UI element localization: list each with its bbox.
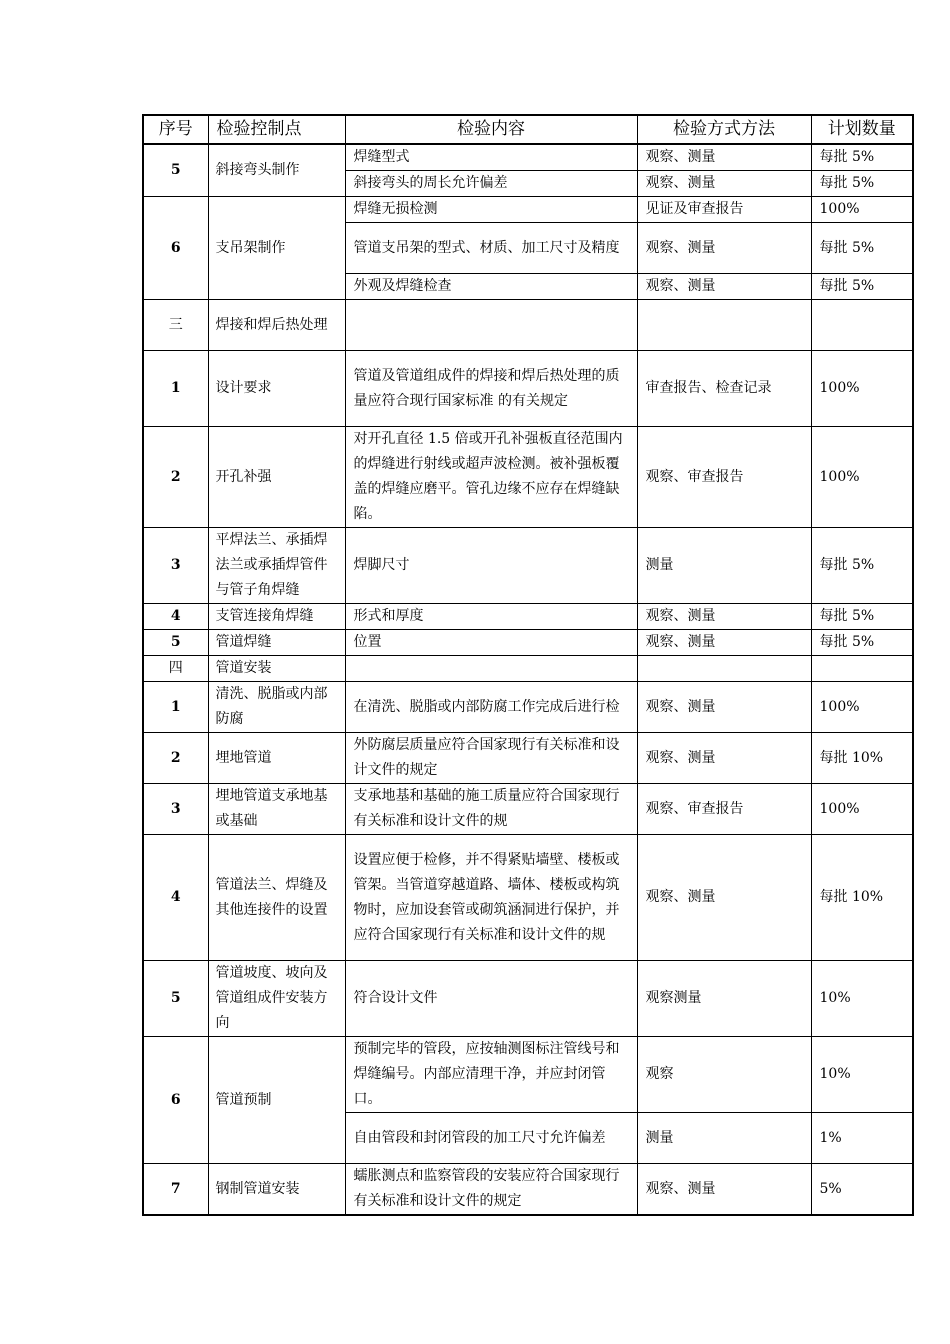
quantity-cell: 1% [811,1113,913,1164]
seq-cell: 4 [143,604,208,630]
table-row [143,427,913,528]
section-number-cell: 四 [143,656,208,682]
method-cell: 观察、测量 [637,1164,811,1216]
content-cell: 焊缝无损检测 [345,197,637,223]
quantity-cell: 100% [811,351,913,427]
content-cell: 在清洗、脱脂或内部防腐工作完成后进行检 [345,682,637,733]
seq-cell: 7 [143,1164,208,1216]
content-cell: 焊脚尺寸 [345,528,637,604]
control-point-cell: 埋地管道支承地基或基础 [208,784,345,835]
content-cell: 外防腐层质量应符合国家现行有关标准和设计文件的规定 [345,733,637,784]
control-point-cell: 钢制管道安装 [208,1164,345,1216]
table-row [143,682,913,733]
header-quantity: 计划数量 [811,115,913,144]
quantity-cell: 100% [811,682,913,733]
table-row [143,784,913,835]
quantity-cell [811,300,913,351]
control-point-cell: 管道坡度、坡向及管道组成件安装方向 [208,961,345,1037]
seq-cell: 5 [143,961,208,1037]
quantity-cell: 每批 5% [811,630,913,656]
method-cell: 观察测量 [637,961,811,1037]
content-cell [345,656,637,682]
table-row [143,656,913,682]
control-point-cell: 焊接和焊后热处理 [208,300,345,351]
control-point-cell: 管道法兰、焊缝及其他连接件的设置 [208,835,345,961]
method-cell [637,656,811,682]
method-cell [637,300,811,351]
seq-cell: 1 [143,682,208,733]
method-cell: 观察、测量 [637,630,811,656]
inspection-table [142,114,914,1216]
seq-cell: 5 [143,630,208,656]
method-cell: 测量 [637,528,811,604]
method-cell: 见证及审查报告 [637,197,811,223]
table-row [143,300,913,351]
quantity-cell: 每批 10% [811,733,913,784]
quantity-cell: 每批 5% [811,223,913,274]
method-cell: 观察、测量 [637,223,811,274]
control-point-cell: 管道预制 [208,1037,345,1164]
method-cell: 观察、测量 [637,604,811,630]
content-cell: 斜接弯头的周长允许偏差 [345,171,637,197]
method-cell: 观察、测量 [637,835,811,961]
method-cell: 观察 [637,1037,811,1113]
control-point-cell: 开孔补强 [208,427,345,528]
method-cell: 观察、审查报告 [637,427,811,528]
method-cell: 观察、审查报告 [637,784,811,835]
seq-cell: 3 [143,528,208,604]
seq-cell: 2 [143,733,208,784]
content-cell: 预制完毕的管段，应按轴测图标注管线号和焊缝编号。内部应清理干净，并应封闭管口。 [345,1037,637,1113]
seq-cell: 4 [143,835,208,961]
control-point-cell: 埋地管道 [208,733,345,784]
content-cell: 位置 [345,630,637,656]
table-header-row [143,115,913,144]
table-row [143,835,913,961]
control-point-cell: 管道焊缝 [208,630,345,656]
header-control-point: 检验控制点 [208,115,345,144]
content-cell: 设置应便于检修，并不得紧贴墙壁、楼板或管架。当管道穿越道路、墙体、楼板或构筑物时，应加设套管或砌筑涵洞进行保护，并应符合国家现行有关标准和设计文件的规 [345,835,637,961]
quantity-cell: 100% [811,784,913,835]
quantity-cell: 每批 5% [811,604,913,630]
seq-cell: 3 [143,784,208,835]
content-cell: 管道支吊架的型式、材质、加工尺寸及精度 [345,223,637,274]
method-cell: 观察、测量 [637,274,811,300]
seq-cell: 1 [143,351,208,427]
control-point-cell: 清洗、脱脂或内部防腐 [208,682,345,733]
content-cell: 自由管段和封闭管段的加工尺寸允许偏差 [345,1113,637,1164]
content-cell: 符合设计文件 [345,961,637,1037]
quantity-cell: 每批 5% [811,144,913,171]
content-cell: 外观及焊缝检查 [345,274,637,300]
document-page [142,114,912,1216]
quantity-cell: 每批 5% [811,171,913,197]
seq-cell: 6 [143,197,208,300]
control-point-cell: 支管连接角焊缝 [208,604,345,630]
content-cell: 支承地基和基础的施工质量应符合国家现行有关标准和设计文件的规 [345,784,637,835]
method-cell: 观察、测量 [637,144,811,171]
control-point-cell: 设计要求 [208,351,345,427]
header-seq: 序号 [143,115,208,144]
content-cell: 形式和厚度 [345,604,637,630]
method-cell: 测量 [637,1113,811,1164]
quantity-cell: 每批 5% [811,274,913,300]
quantity-cell: 10% [811,961,913,1037]
quantity-cell: 5% [811,1164,913,1216]
table-row [143,528,913,604]
content-cell [345,300,637,351]
method-cell: 观察、测量 [637,733,811,784]
seq-cell: 5 [143,144,208,197]
table-row [143,1164,913,1216]
table-row [143,144,913,171]
table-row [143,961,913,1037]
table-row [143,733,913,784]
content-cell: 管道及管道组成件的焊接和焊后热处理的质量应符合现行国家标准 的有关规定 [345,351,637,427]
method-cell: 审查报告、检查记录 [637,351,811,427]
table-row [143,351,913,427]
table-row [143,604,913,630]
table-body [143,144,913,1215]
quantity-cell: 10% [811,1037,913,1113]
method-cell: 观察、测量 [637,682,811,733]
quantity-cell [811,656,913,682]
quantity-cell: 100% [811,427,913,528]
control-point-cell: 斜接弯头制作 [208,144,345,197]
method-cell: 观察、测量 [637,171,811,197]
content-cell: 蠕胀测点和监察管段的安装应符合国家现行有关标准和设计文件的规定 [345,1164,637,1216]
seq-cell: 6 [143,1037,208,1164]
content-cell: 焊缝型式 [345,144,637,171]
section-number-cell: 三 [143,300,208,351]
header-method: 检验方式方法 [637,115,811,144]
control-point-cell: 平焊法兰、承插焊法兰或承插焊管件与管子角焊缝 [208,528,345,604]
content-cell: 对开孔直径 1.5 倍或开孔补强板直径范围内的焊缝进行射线或超声波检测。被补强板覆盖的焊缝应磨平。管孔边缘不应存在焊缝缺陷。 [345,427,637,528]
table-row [143,197,913,223]
control-point-cell: 支吊架制作 [208,197,345,300]
header-content: 检验内容 [345,115,637,144]
quantity-cell: 每批 10% [811,835,913,961]
table-row [143,1037,913,1113]
seq-cell: 2 [143,427,208,528]
quantity-cell: 100% [811,197,913,223]
quantity-cell: 每批 5% [811,528,913,604]
control-point-cell: 管道安装 [208,656,345,682]
table-row [143,630,913,656]
